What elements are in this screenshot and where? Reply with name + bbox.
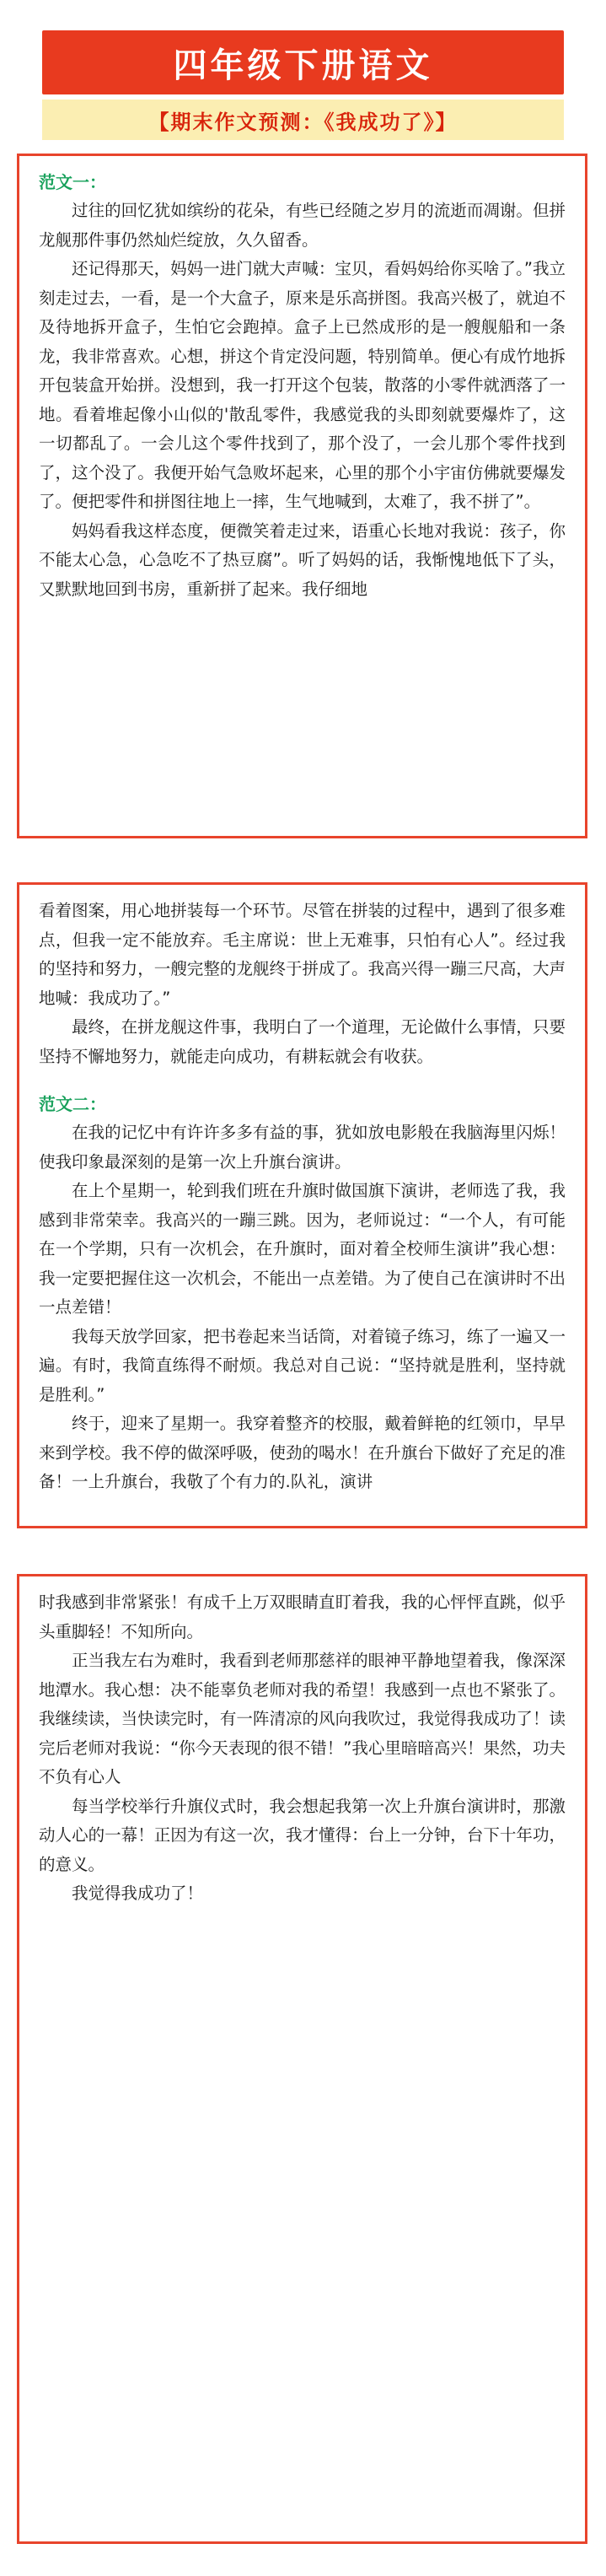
essay2-paragraph-8: 我觉得我成功了！ <box>72 1883 204 1903</box>
essay1-paragraph-2: 还记得那天，妈妈一进门就大声喊：宝贝，看妈妈给你买啥了。”我立刻走过去，一看，是一个大盒子，原来是乐高拼图。我高兴极了，就迫不及待地拆开盒子，生怕它会跑掉。盒子上已然成形的是一艘舰船和一条龙，我非常喜欢。心想，拼这个肯定没问题，特别简单。便心有成竹地拆开包装盒开始拼。没想到，我一打开这个包装，散落的小零件就洒落了一地。看着堆起像小山似的'散乱零件，我感觉我的头即刻就要爆炸了，这一切都乱了。一会儿这个零件找到了，那个没了，一会儿那个零件找到了，这个没了。我便开始气急败坏起来，心里的那个小宇宙仿佛就要爆发了。便把零件和拼图往地上一摔，生气地喊到，太难了，我不拼了”。 <box>39 259 566 511</box>
essay-panel-1 <box>17 154 587 838</box>
subtitle-banner <box>42 100 564 140</box>
essay1-paragraph-3: 妈妈看我这样态度，便微笑着走过来，语重心长地对我说：孩子，你不能太心急，心急吃不了热豆腐”。听了妈妈的话，我惭愧地低下了头，又默默地回到书房，重新拼了起来。我仔细地 <box>39 520 566 599</box>
essay1-paragraph-4: 看着图案，用心地拼装每一个环节。尽管在拼装的过程中，遇到了很多难点，但我一定不能放弃。毛主席说：世上无难事，只怕有心人”。经过我的坚持和努力，一艘完整的龙舰终于拼成了。我高兴得一蹦三尺高，大声地喊：我成功了。” <box>39 901 566 1008</box>
essay1-paragraph-5: 最终，在拼龙舰这件事，我明白了一个道理，无论做什么事情，只要坚持不懈地努力，就能走向成功，有耕耘就会有收获。 <box>39 1017 566 1066</box>
essay2-paragraph-3: 我每天放学回家，把书卷起来当话筒，对着镜子练习，练了一遍又一遍。有时，我简直练得不耐烦。我总对自己说：“坚持就是胜利，坚持就是胜利。” <box>39 1326 566 1404</box>
essay2-paragraph-2: 在上个星期一，轮到我们班在升旗时做国旗下演讲，老师选了我，我感到非常荣幸。我高兴的一蹦三跳。因为，老师说过：“一个人，有可能在一个学期，只有一次机会，在升旗时，面对着全校师生演讲”我心想：我一定要把握住这一次机会，不能出一点差错。为了使自己在演讲时不出一点差错！ <box>39 1181 566 1317</box>
essay2-paragraph-4: 终于，迎来了星期一。我穿着整齐的校服，戴着鲜艳的红领巾，早早来到学校。我不停的做深呼吸，使劲的喝水！在升旗台下做好了充足的准备！一上升旗台，我敬了个有力的.队礼，演讲 <box>39 1414 566 1491</box>
essay1-paragraph-1: 过往的回忆犹如缤纷的花朵，有些已经随之岁月的流逝而凋谢。但拼龙舰那件事仍然灿烂绽放，久久留香。 <box>39 201 566 250</box>
section-gap <box>39 1071 566 1090</box>
essay1-heading: 范文一： <box>39 172 106 192</box>
essay-panel-2 <box>17 882 587 1528</box>
essay2-paragraph-1: 在我的记忆中有许许多多有益的事，犹如放电影般在我脑海里闪烁！使我印象最深刻的是第一次上升旗台演讲。 <box>39 1123 566 1172</box>
page-title: 四年级下册语文 <box>173 45 433 85</box>
essay2-paragraph-7: 每当学校举行升旗仪式时，我会想起我第一次上升旗台演讲时，那激动人心的一幕！正因为有这一次，我才懂得：台上一分钟，台下十年功，的意义。 <box>39 1796 566 1874</box>
essay2-paragraph-5: 时我感到非常紧张！有成千上万双眼睛直盯着我，我的心怦怦直跳，似乎头重脚轻！不知所向。 <box>39 1592 566 1641</box>
title-banner <box>42 30 564 94</box>
essay-panel-3 <box>17 1574 587 2544</box>
essay2-heading: 范文二： <box>39 1094 106 1114</box>
page-subtitle: 【期末作文预测：《我成功了》】 <box>148 110 458 134</box>
essay2-paragraph-6: 正当我左右为难时，我看到老师那慈祥的眼神平静地望着我，像深深地潭水。我心想：决不能辜负老师对我的希望！我感到一点也不紧张了。我继续读，当快读完时，有一阵清凉的风向我吹过，我觉得我成功了！读完后老师对我说：“你今天表现的很不错！”我心里暗暗高兴！果然，功夫不负有心人 <box>39 1651 566 1786</box>
